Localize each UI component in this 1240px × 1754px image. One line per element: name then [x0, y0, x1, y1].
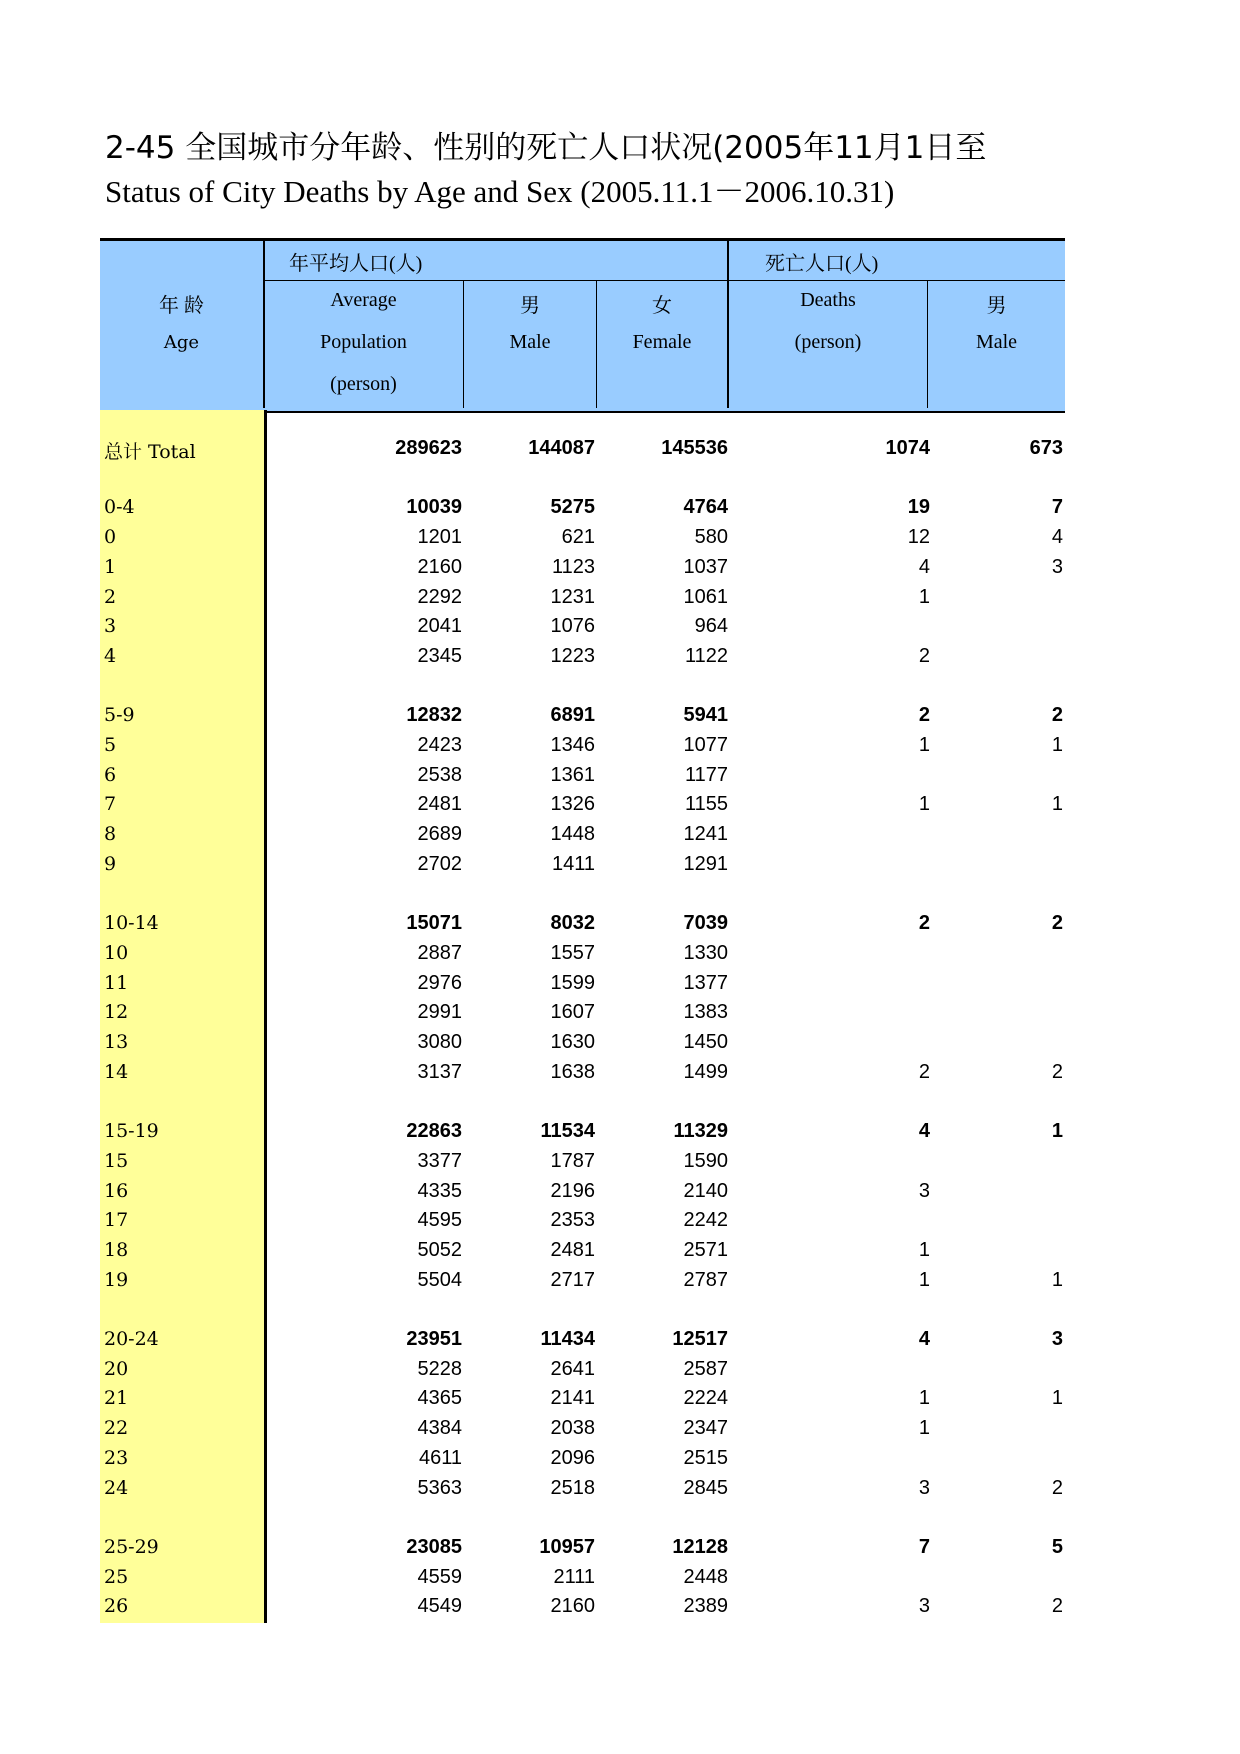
deaths-male-cell: 1	[1051, 1387, 1063, 1409]
table-row	[100, 1239, 1065, 1269]
female-cell: 1037	[683, 556, 728, 578]
male-cell: 2196	[550, 1180, 595, 1202]
age-label: 25	[104, 1566, 129, 1588]
table-row	[100, 793, 1065, 823]
female-cell: 7039	[683, 912, 728, 934]
male-cell: 2641	[550, 1358, 595, 1380]
male-cell: 1346	[550, 734, 595, 756]
avg-population-cell: 2991	[417, 1001, 462, 1023]
male-cell: 5275	[550, 496, 595, 518]
deaths-cell: 4	[918, 1120, 930, 1142]
female-cell: 5941	[683, 704, 728, 726]
age-label: 10-14	[104, 912, 159, 934]
age-label: 3	[104, 615, 117, 637]
female-cell: 1155	[684, 793, 728, 815]
table-row	[100, 645, 1065, 675]
female-cell: 2571	[683, 1239, 728, 1261]
avg-population-cell: 2689	[417, 823, 462, 845]
population-group-header: 年平均人口(人)	[289, 253, 423, 275]
female-cell: 1383	[683, 1001, 728, 1023]
age-label: 22	[104, 1417, 129, 1439]
deaths-cell: 2	[918, 1061, 930, 1083]
avg-population-cell: 289623	[395, 437, 462, 459]
female-cell: 11329	[673, 1120, 728, 1142]
male-cell: 144087	[528, 437, 595, 459]
age-label: 20-24	[104, 1328, 159, 1350]
age-label: 6	[104, 764, 117, 786]
avg-population-cell: 2041	[417, 615, 462, 637]
table-row	[100, 1387, 1065, 1417]
table-row	[100, 764, 1065, 794]
deaths-cell: 1074	[885, 437, 930, 459]
deaths-male-header-en: Male	[975, 331, 1018, 353]
deaths-male-cell: 1	[1051, 1269, 1063, 1291]
avg-population-cell: 1201	[417, 526, 462, 548]
deaths-cell: 1	[918, 734, 930, 756]
avg-population-cell: 2345	[417, 645, 462, 667]
deaths-cell: 3	[918, 1180, 930, 1202]
male-cell: 2111	[553, 1566, 595, 1588]
table-row	[100, 526, 1065, 556]
avg-population-cell: 3377	[417, 1150, 462, 1172]
male-cell: 11434	[540, 1328, 595, 1350]
deaths-cell: 1	[918, 1269, 930, 1291]
age-label: 20	[104, 1358, 129, 1380]
male-cell: 2717	[550, 1269, 595, 1291]
table-row	[100, 1536, 1065, 1566]
age-label: 23	[104, 1447, 129, 1469]
avg-population-cell: 15071	[406, 912, 462, 934]
avg-population-header-l3: (person)	[330, 373, 397, 395]
male-cell: 11534	[540, 1120, 595, 1142]
table-row	[100, 704, 1065, 734]
avg-population-cell: 4335	[417, 1180, 462, 1202]
female-cell: 580	[694, 526, 728, 548]
avg-population-cell: 4611	[418, 1447, 462, 1469]
deaths-cell: 2	[918, 645, 930, 667]
avg-population-cell: 3137	[417, 1061, 462, 1083]
male-cell: 2038	[550, 1417, 595, 1439]
age-header-en: Age	[163, 332, 200, 353]
male-cell: 1599	[550, 972, 595, 994]
female-cell: 1450	[683, 1031, 728, 1053]
age-label: 26	[104, 1595, 129, 1617]
avg-population-cell: 5052	[417, 1239, 462, 1261]
age-label: 12	[104, 1001, 129, 1023]
female-cell: 2242	[683, 1209, 728, 1231]
avg-population-cell: 2481	[417, 793, 462, 815]
male-cell: 2518	[550, 1477, 595, 1499]
avg-population-cell: 23085	[406, 1536, 462, 1558]
age-label: 14	[104, 1061, 129, 1083]
female-cell: 2787	[683, 1269, 728, 1291]
male-cell: 1557	[550, 942, 595, 964]
female-cell: 4764	[683, 496, 728, 518]
female-cell: 1499	[683, 1061, 728, 1083]
deaths-cell: 1	[918, 793, 930, 815]
avg-population-cell: 5228	[417, 1358, 462, 1380]
deaths-header-l2: (person)	[794, 331, 862, 353]
deaths-cell: 2	[918, 704, 930, 726]
female-cell: 1330	[683, 942, 728, 964]
page-subtitle: Status of City Deaths by Age and Sex (2005.11.1－2006.10.31)	[105, 174, 895, 209]
deaths-male-cell: 2	[1051, 704, 1063, 726]
male-cell: 10957	[539, 1536, 595, 1558]
header-divider	[264, 280, 1065, 281]
table-row	[100, 1417, 1065, 1447]
female-cell: 1177	[684, 764, 728, 786]
avg-population-cell: 5504	[417, 1269, 462, 1291]
male-cell: 2481	[550, 1239, 595, 1261]
male-cell: 1361	[550, 764, 595, 786]
male-cell: 2141	[550, 1387, 595, 1409]
deaths-male-cell: 2	[1051, 1595, 1063, 1617]
table-row	[100, 1150, 1065, 1180]
table-row	[100, 823, 1065, 853]
avg-population-cell: 4365	[417, 1387, 462, 1409]
female-header-en: Female	[632, 331, 692, 353]
avg-population-cell: 2160	[417, 556, 462, 578]
avg-population-header-l1: Average	[330, 289, 397, 311]
age-label: 13	[104, 1031, 129, 1053]
male-cell: 2353	[550, 1209, 595, 1231]
deaths-male-cell: 1	[1051, 793, 1063, 815]
deaths-male-cell: 4	[1051, 526, 1063, 548]
deaths-male-cell: 2	[1051, 1061, 1063, 1083]
female-cell: 12128	[672, 1536, 728, 1558]
table-row	[100, 912, 1065, 942]
table-row	[100, 1477, 1065, 1507]
avg-population-cell: 4549	[417, 1595, 462, 1617]
male-cell: 1638	[550, 1061, 595, 1083]
avg-population-cell: 2423	[417, 734, 462, 756]
female-cell: 1377	[683, 972, 728, 994]
table-row	[100, 1595, 1065, 1625]
female-cell: 2347	[683, 1417, 728, 1439]
age-label: 15-19	[104, 1120, 159, 1142]
avg-population-cell: 23951	[406, 1328, 462, 1350]
table-row	[100, 496, 1065, 526]
avg-population-header-l2: Population	[320, 331, 407, 353]
deaths-male-cell: 7	[1051, 496, 1063, 518]
male-cell: 8032	[550, 912, 595, 934]
female-cell: 2224	[683, 1387, 728, 1409]
avg-population-cell: 2976	[417, 972, 462, 994]
female-cell: 1077	[683, 734, 728, 756]
age-label: 18	[104, 1239, 129, 1261]
age-label: 总计 Total	[104, 441, 196, 463]
deaths-header-l1: Deaths	[800, 289, 856, 311]
deaths-cell: 12	[907, 526, 930, 548]
avg-population-cell: 12832	[406, 704, 462, 726]
table-row	[100, 1447, 1065, 1477]
female-cell: 12517	[672, 1328, 728, 1350]
table-row	[100, 1328, 1065, 1358]
age-label: 15	[104, 1150, 129, 1172]
female-cell: 2845	[683, 1477, 728, 1499]
avg-population-cell: 22863	[406, 1120, 462, 1142]
avg-population-cell: 4384	[417, 1417, 462, 1439]
deaths-male-header-cn: 男	[986, 295, 1007, 317]
deaths-cell: 3	[918, 1595, 930, 1617]
age-label: 10	[104, 942, 129, 964]
deaths-cell: 19	[907, 496, 930, 518]
male-cell: 1223	[550, 645, 595, 667]
table-row	[100, 734, 1065, 764]
female-cell: 2140	[683, 1180, 728, 1202]
deaths-cell: 1	[918, 586, 930, 608]
age-label: 2	[104, 586, 117, 608]
female-cell: 2389	[683, 1595, 728, 1617]
female-cell: 1291	[683, 853, 728, 875]
table-row	[100, 1001, 1065, 1031]
table-row	[100, 556, 1065, 586]
deaths-male-cell: 3	[1051, 1328, 1063, 1350]
female-cell: 2515	[683, 1447, 728, 1469]
table-row	[100, 1358, 1065, 1388]
age-label: 11	[104, 972, 129, 994]
deaths-male-cell: 2	[1051, 912, 1063, 934]
male-cell: 1326	[550, 793, 595, 815]
deaths-cell: 1	[918, 1387, 930, 1409]
age-label: 8	[104, 823, 117, 845]
avg-population-cell: 3080	[417, 1031, 462, 1053]
table-row	[100, 972, 1065, 1002]
avg-population-cell: 2292	[417, 586, 462, 608]
deaths-cell: 4	[918, 1328, 930, 1350]
female-cell: 1122	[684, 645, 728, 667]
table-row	[100, 437, 1065, 467]
deaths-cell: 1	[918, 1417, 930, 1439]
deaths-cell: 4	[918, 556, 930, 578]
age-header-cn: 年 龄	[159, 295, 204, 317]
avg-population-cell: 2538	[417, 764, 462, 786]
deaths-male-cell: 2	[1051, 1477, 1063, 1499]
table-row	[100, 1061, 1065, 1091]
female-cell: 145536	[661, 437, 728, 459]
table-row	[100, 1269, 1065, 1299]
age-label: 5	[104, 734, 117, 756]
male-cell: 1411	[551, 853, 595, 875]
male-cell: 1231	[550, 586, 595, 608]
male-cell: 1076	[550, 615, 595, 637]
age-label: 19	[104, 1269, 129, 1291]
male-cell: 1123	[551, 556, 595, 578]
table-row	[100, 615, 1065, 645]
deaths-male-cell: 1	[1051, 734, 1063, 756]
table-row	[100, 1566, 1065, 1596]
male-header-en: Male	[509, 331, 551, 353]
male-cell: 1787	[550, 1150, 595, 1172]
avg-population-cell: 2887	[417, 942, 462, 964]
deaths-cell: 7	[918, 1536, 930, 1558]
table-row	[100, 1031, 1065, 1061]
age-label: 5-9	[104, 704, 135, 726]
deaths-cell: 3	[918, 1477, 930, 1499]
male-cell: 6891	[550, 704, 595, 726]
female-cell: 1061	[683, 586, 728, 608]
deaths-cell: 1	[918, 1239, 930, 1261]
age-label: 16	[104, 1180, 129, 1202]
deaths-male-cell: 5	[1051, 1536, 1063, 1558]
age-label: 0	[104, 526, 117, 548]
age-label: 21	[104, 1387, 129, 1409]
deaths-male-cell: 673	[1029, 437, 1063, 459]
table-row	[100, 942, 1065, 972]
age-label: 7	[104, 793, 117, 815]
male-cell: 2096	[550, 1447, 595, 1469]
female-cell: 1590	[683, 1150, 728, 1172]
page-title: 2-45 全国城市分年龄、性别的死亡人口状况(2005年11月1日至	[105, 130, 987, 166]
deaths-cell: 2	[918, 912, 930, 934]
age-label: 4	[104, 645, 117, 667]
deaths-male-cell: 3	[1051, 556, 1063, 578]
avg-population-cell: 2702	[417, 853, 462, 875]
male-cell: 1607	[550, 1001, 595, 1023]
deaths-male-cell: 1	[1051, 1120, 1063, 1142]
avg-population-cell: 5363	[417, 1477, 462, 1499]
male-cell: 1448	[550, 823, 595, 845]
age-label: 0-4	[104, 496, 135, 518]
male-header-cn: 男	[520, 295, 540, 317]
female-cell: 2448	[683, 1566, 728, 1588]
age-label: 1	[104, 556, 117, 578]
female-cell: 1241	[683, 823, 728, 845]
female-cell: 2587	[683, 1358, 728, 1380]
avg-population-cell: 4595	[417, 1209, 462, 1231]
age-label: 9	[104, 853, 117, 875]
female-cell: 964	[694, 615, 728, 637]
male-cell: 2160	[550, 1595, 595, 1617]
table-row	[100, 586, 1065, 616]
avg-population-cell: 4559	[417, 1566, 462, 1588]
deaths-group-header: 死亡人口(人)	[765, 253, 879, 275]
male-cell: 621	[561, 526, 595, 548]
table-row	[100, 853, 1065, 883]
avg-population-cell: 10039	[406, 496, 462, 518]
table-row	[100, 1180, 1065, 1210]
table-row	[100, 1120, 1065, 1150]
male-cell: 1630	[550, 1031, 595, 1053]
female-header-cn: 女	[652, 295, 672, 317]
age-label: 24	[104, 1477, 129, 1499]
table-row	[100, 1209, 1065, 1239]
age-label: 17	[104, 1209, 129, 1231]
age-label: 25-29	[104, 1536, 159, 1558]
